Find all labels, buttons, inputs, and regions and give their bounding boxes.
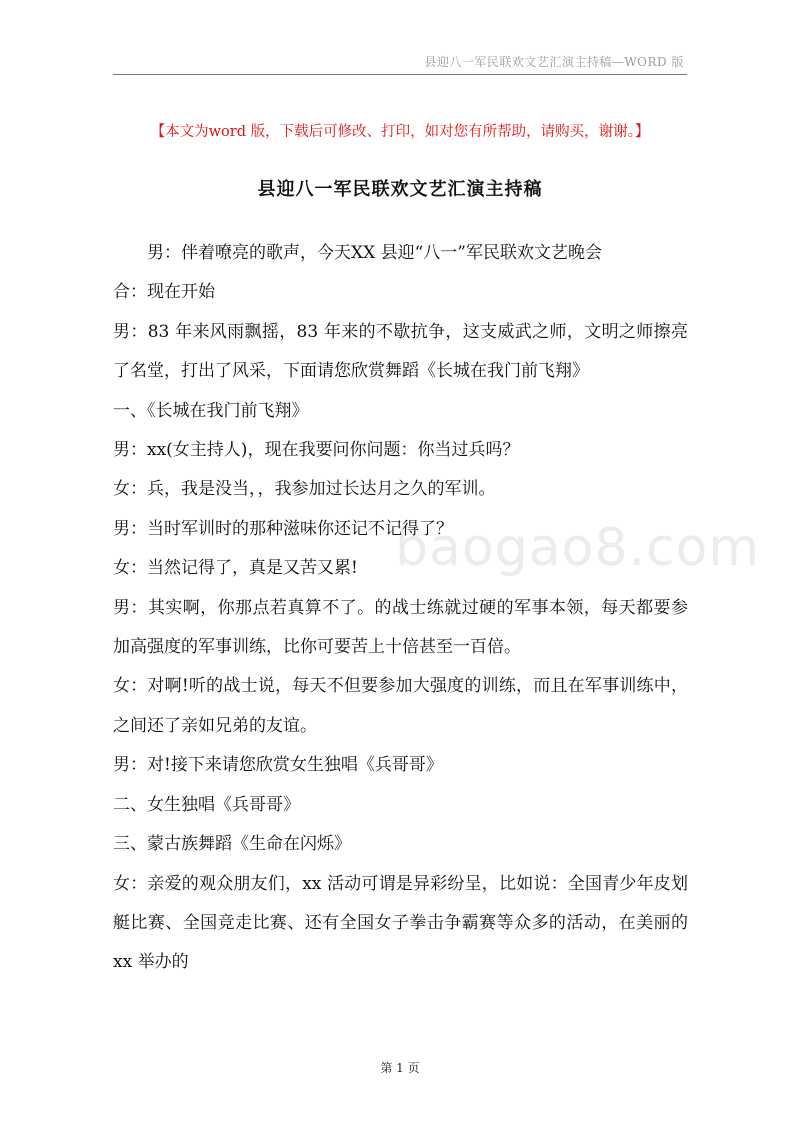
watermark: baogao8.com (395, 518, 761, 578)
purchase-notice: 【本文为word 版，下载后可修改、打印，如对您有所帮助，请购买，谢谢。】 (150, 124, 650, 140)
paragraph: 女：对啊!听的战士说，每天不但要参加大强度的训练，而且在军事训练中，之间还了亲如兄弟的友谊。 (113, 676, 688, 736)
paragraph: 男：伴着嘹亮的歌声，今天XX 县迎“八一”军民联欢文艺晚会 (147, 243, 602, 263)
paragraph: 男：当时军训时的那种滋味你还记不记得了？ (113, 518, 453, 539)
page-number: 第 1 页 (380, 1061, 420, 1075)
paragraph: 男：其实啊，你那点若真算不了。的战士练就过硬的军事本领，每天都要参加高强度的军事训练，比你可要苦上十倍甚至一百倍。 (113, 597, 688, 658)
paragraph: 一、《长城在我门前飞翔》 (113, 400, 309, 421)
paragraph: 男：xx(女主持人)，现在我要问你问题：你当过兵吗？ (113, 440, 520, 461)
paragraph: 女：兵，我是没当，，我参加过长达月之久的军训。 (113, 479, 496, 500)
header-divider (113, 74, 687, 75)
running-header: 县迎八一军民联欢文艺汇演主持稿—WORD 版 (424, 55, 684, 69)
paragraph: 男：对!接下来请您欣赏女生独唱《兵哥哥》 (113, 755, 443, 776)
paragraph: 三、蒙古族舞蹈《生命在闪烁》 (113, 834, 351, 855)
paragraph: 女：当然记得了，真是又苦又累! (113, 558, 358, 579)
document-title: 县迎八一军民联欢文艺汇演主持稿 (257, 179, 543, 200)
paragraph: 女：亲爱的观众朋友们，xx 活动可谓是异彩纷呈，比如说：全国青少年皮划艇比赛、全国竞走比赛、还有全国女子拳击争霸赛等众多的活动，在美丽的xx 举办的 (113, 873, 688, 973)
paragraph: 合：现在开始 (113, 282, 215, 303)
paragraph: 二、女生独唱《兵哥哥》 (113, 794, 300, 815)
document-body (113, 234, 688, 983)
paragraph: 男：83 年来风雨飘摇，83 年来的不歇抗争，这支威武之师，文明之师擦亮了名堂，打出了风采，下面请您欣赏舞蹈《长城在我门前飞翔》 (113, 321, 688, 382)
